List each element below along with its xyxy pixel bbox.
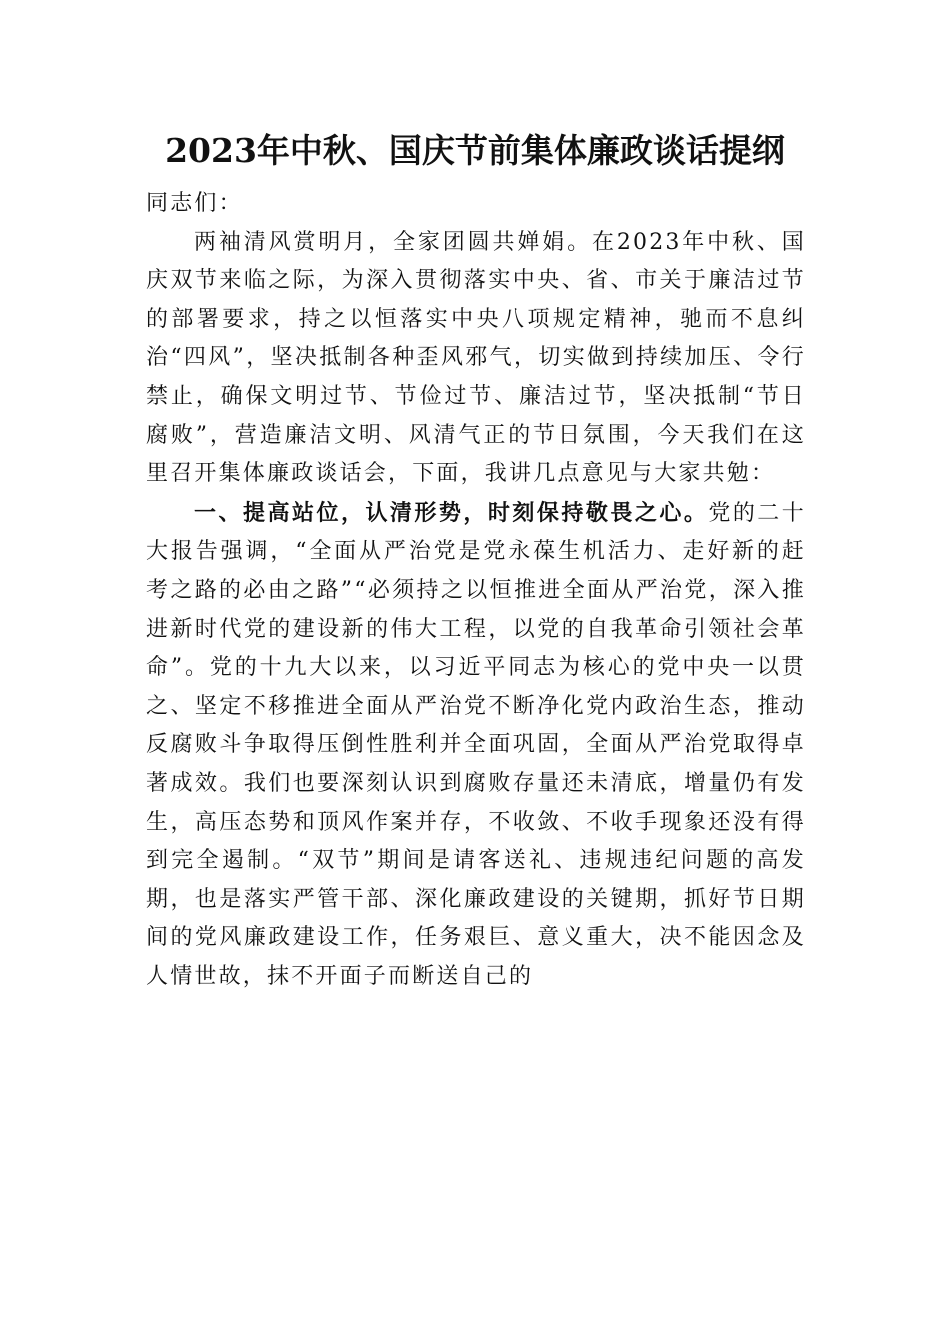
document-title: 2023年中秋、国庆节前集体廉政谈话提纲 xyxy=(165,131,785,170)
intro-paragraph: 两袖清风赏明月，全家团圆共婵娟。在2023年中秋、国庆双节来临之际，为深入贯彻落实中央、省、市关于廉洁过节的部署要求，持之以恒落实中央八项规定精神，驰而不息纠治“四风”，坚决抵制各种歪风邪气，切实做到持续加压、令行禁止，确保文明过节、节俭过节、廉洁过节，坚决抵制“节日腐败”，营造廉洁文明、风清气正的节日氛围，今天我们在这里召开集体廉政谈话会，下面，我讲几点意见与大家共勉： xyxy=(146,229,806,487)
section-one-text: 党的二十大报告强调，“全面从严治党是党永葆生机活力、走好新的赶考之路的必由之路”“必须持之以恒推进全面从严治党，深入推进新时代党的建设新的伟大工程，以党的自我革命引领社会革命”。党的十九大以来，以习近平同志为核心的党中央一以贯之、坚定不移推进全面从严治党不断净化党内政治生态，推动反腐败斗争取得压倒性胜利并全面巩固，全面从严治党取得卓著成效。我们也要深刻认识到腐败存量还未清底，增量仍有发生，高压态势和顶风作案并存，不收敛、不收手现象还没有得到完全遏制。“双节”期间是请客送礼、违规违纪问题的高发期，也是落实严管干部、深化廉政建设的关键期，抓好节日期间的党风廉政建设工作，任务艰巨、意义重大，决不能因念及人情世故，抹不开面子而断送自己的 xyxy=(146,500,807,989)
section-one-heading: 一、提高站位，认清形势，时刻保持敬畏之心。 xyxy=(194,499,709,526)
document-body xyxy=(146,185,806,996)
section-one-paragraph xyxy=(146,494,806,997)
salutation: 同志们： xyxy=(146,191,243,216)
